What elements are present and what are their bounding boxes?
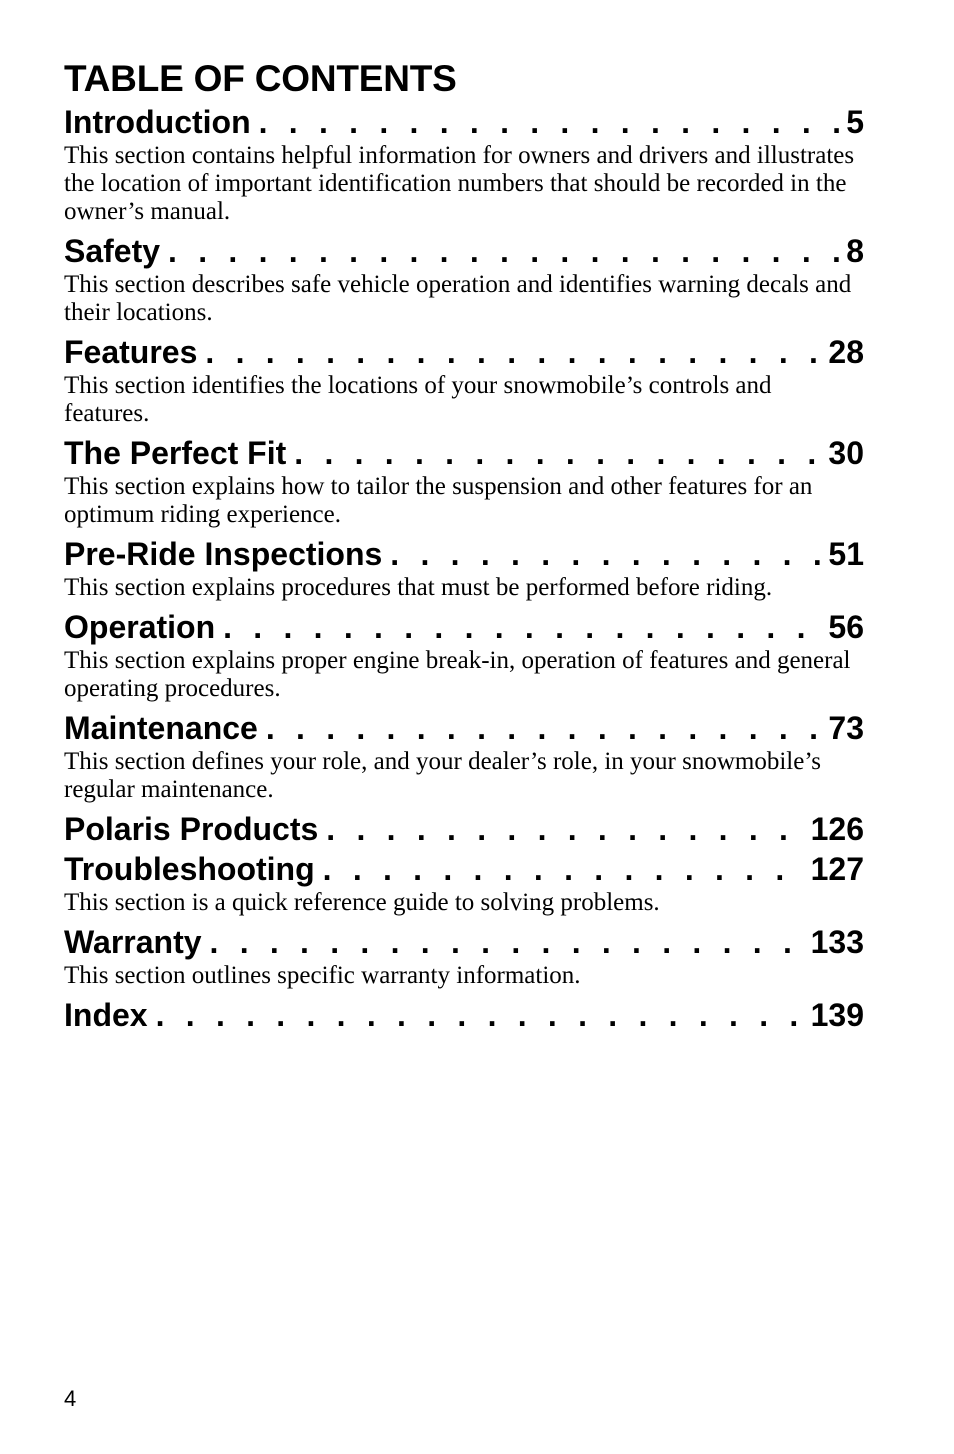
toc-leader-dots	[223, 607, 824, 647]
toc-leader-dots	[390, 534, 824, 574]
toc-description: This section contains helpful information for owners and drivers and illustrates the location of important identification numbers that should be recorded in the owner’s manual.	[64, 142, 855, 225]
toc-entry-features	[64, 332, 864, 428]
toc-heading: Pre-Ride Inspections	[64, 536, 383, 572]
toc-entry-operation	[64, 607, 864, 703]
toc-leader-dots	[259, 102, 843, 142]
toc-page-number: 8	[846, 233, 864, 269]
toc-entry-troubleshooting	[64, 849, 864, 917]
toc-heading: Operation	[64, 609, 216, 645]
toc-entry-introduction	[64, 102, 864, 226]
toc-entry-pre-ride-inspections	[64, 534, 864, 602]
toc-page-number: 56	[828, 609, 864, 645]
toc-link-safety[interactable]	[64, 231, 864, 271]
toc-description: This section explains procedures that must be performed before riding.	[64, 574, 773, 601]
toc-description: This section explains how to tailor the suspension and other features for an optimum riding experience.	[64, 473, 813, 528]
toc-leader-dots	[326, 809, 806, 849]
toc-heading: Troubleshooting	[64, 851, 315, 887]
toc-leader-dots	[210, 922, 807, 962]
toc-link-index[interactable]	[64, 995, 864, 1035]
toc-link-polaris-products[interactable]	[64, 809, 864, 849]
toc-page-number: 73	[828, 710, 864, 746]
page-number: 4	[64, 1386, 77, 1411]
toc-leader-dots	[156, 995, 807, 1035]
toc-page	[64, 56, 864, 1035]
toc-description: This section defines your role, and your dealer’s role, in your snowmobile’s regular maintenance.	[64, 748, 822, 803]
toc-leader-dots	[266, 708, 825, 748]
toc-page-number: 127	[810, 851, 864, 887]
toc-heading: Warranty	[64, 924, 202, 960]
toc-page-number: 28	[828, 334, 864, 370]
toc-page-number: 51	[828, 536, 864, 572]
toc-entry-index	[64, 995, 864, 1035]
toc-heading: The Perfect Fit	[64, 435, 287, 471]
toc-page-number: 139	[810, 997, 864, 1033]
toc-heading: Introduction	[64, 104, 251, 140]
toc-link-the-perfect-fit[interactable]	[64, 433, 864, 473]
toc-heading: Features	[64, 334, 198, 370]
toc-description: This section explains proper engine break-in, operation of features and general operating procedures.	[64, 647, 851, 702]
toc-entry-safety	[64, 231, 864, 327]
toc-leader-dots	[205, 332, 824, 372]
toc-heading: Safety	[64, 233, 161, 269]
toc-link-warranty[interactable]	[64, 922, 864, 962]
toc-link-introduction[interactable]	[64, 102, 864, 142]
toc-heading: Index	[64, 997, 148, 1033]
toc-link-operation[interactable]	[64, 607, 864, 647]
toc-description: This section outlines specific warranty information.	[64, 962, 581, 989]
page-title: TABLE OF CONTENTS	[64, 58, 457, 99]
toc-description: This section identifies the locations of your snowmobile’s controls and features.	[64, 372, 772, 427]
toc-entry-warranty	[64, 922, 864, 990]
toc-page-number: 133	[810, 924, 864, 960]
toc-entry-polaris-products	[64, 809, 864, 849]
toc-link-maintenance[interactable]	[64, 708, 864, 748]
toc-page-number: 30	[828, 435, 864, 471]
toc-entry-the-perfect-fit	[64, 433, 864, 529]
toc-link-features[interactable]	[64, 332, 864, 372]
toc-leader-dots	[323, 849, 807, 889]
toc-leader-dots	[294, 433, 824, 473]
toc-leader-dots	[168, 231, 842, 271]
toc-page-number: 5	[846, 104, 864, 140]
toc-entry-maintenance	[64, 708, 864, 804]
toc-link-troubleshooting[interactable]	[64, 849, 864, 889]
toc-page-number: 126	[810, 811, 864, 847]
toc-heading: Maintenance	[64, 710, 258, 746]
toc-link-pre-ride-inspections[interactable]	[64, 534, 864, 574]
toc-heading: Polaris Products	[64, 811, 319, 847]
toc-description: This section describes safe vehicle operation and identifies warning decals and their locations.	[64, 271, 852, 326]
toc-description: This section is a quick reference guide to solving problems.	[64, 889, 660, 916]
